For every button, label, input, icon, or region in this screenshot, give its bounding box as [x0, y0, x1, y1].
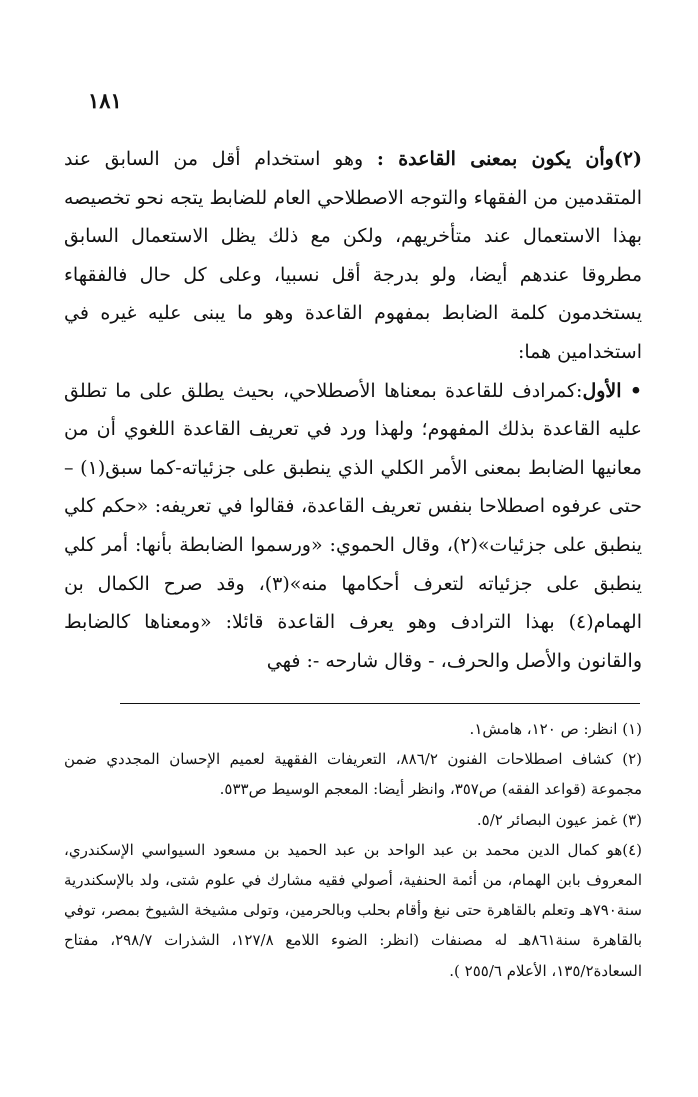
footnote-4: (٤)هو كمال الدين محمد بن عبد الواحد بن عبد الحميد بن مسعود السيواسي الإسكندري، المعروف بابن الهمام، من أئمة الحنفية، أصولي فقيه مشارك في علوم شتى، ولد بالإسكندرية سنة٧٩٠هـ وتعلم بالقاهرة حتى نبغ وأقام بحلب وبالحرمين، وتولى مشيخة الشيوخ بمصر، توفي بالقاهرة سنة٨٦١هـ له مصنفات (انظر: الضوء اللامع ١٢٧/٨، الشذرات ٢٩٨/٧، مفتاح السعادة١٣٥/٢، الأعلام ٢٥٥/٦ ). — [64, 840, 642, 980]
footnote-2: (٢) كشاف اصطلاحات الفنون ٨٨٦/٢، التعريفات الفقهية لعميم الإحسان المجددي ضمن مجموعة (قواعد الفقه) ص٣٥٧، وانظر أيضا: المعجم الوسيط ص٥٣٣. — [64, 750, 642, 799]
page-number: ١٨١ — [88, 88, 122, 113]
footnote-3: (٣) غمز عيون البصائر ٥/٢. — [476, 810, 642, 829]
footnote-1: (١) انظر: ص ١٢٠، هامش١. — [469, 720, 642, 738]
paragraph-2-heading: الأول — [582, 379, 622, 402]
footnote-divider — [120, 703, 640, 704]
paragraph-2-text: :كمرادف للقاعدة بمعناها الأصطلاحي، بحيث يطلق على ما تطلق عليه القاعدة بذلك المفهوم؛ ولهذا ورد في تعريف القاعدة اللغوي أن من معانيها الضابط بمعنى الأمر الكلي الذي ينطبق على جزئياته-كما سبق(١) – حتى عرفوه اصطلاحا بنفس تعريف القاعدة، فقالوا في تعريفه: «حكم كلي ينطبق على جزئيات»(٢)، وقال الحموي: «ورسموا الضابطة بأنها: أمر كلي ينطبق على جزئياته لتعرف أحكامها منه»(٣)، وقد صرح الكمال بن الهمام(٤) بهذا الترادف وهو يعرف القاعدة قائلا: «ومعناها كالضابط والقانون والأصل والحرف، - وقال شارحه -: فهي — [64, 379, 642, 672]
bullet-icon: • — [629, 379, 642, 402]
paragraph-1-text: وهو استخدام أقل من السابق عند المتقدمين من الفقهاء والتوجه الاصطلاحي العام للضابط يتجه نحو تخصيصه بهذا الاستعمال عند متأخريهم، ولكن مع ذلك يظل الاستعمال السابق مطروقا عندهم أيضا، ولو بدرجة أقل نسبيا، وعلى كل حال فالفقهاء يستخدمون كلمة الضابط بمفهوم القاعدة وهو ما يبنى عليه غيره في استخدامين هما: — [64, 148, 642, 363]
paragraph-2 — [64, 372, 642, 681]
paragraph-1-heading: (٢)وأن يكون بمعنى القاعدة : — [376, 148, 642, 170]
paragraph-1 — [64, 140, 642, 372]
footnotes — [64, 714, 642, 986]
main-text — [64, 140, 642, 680]
